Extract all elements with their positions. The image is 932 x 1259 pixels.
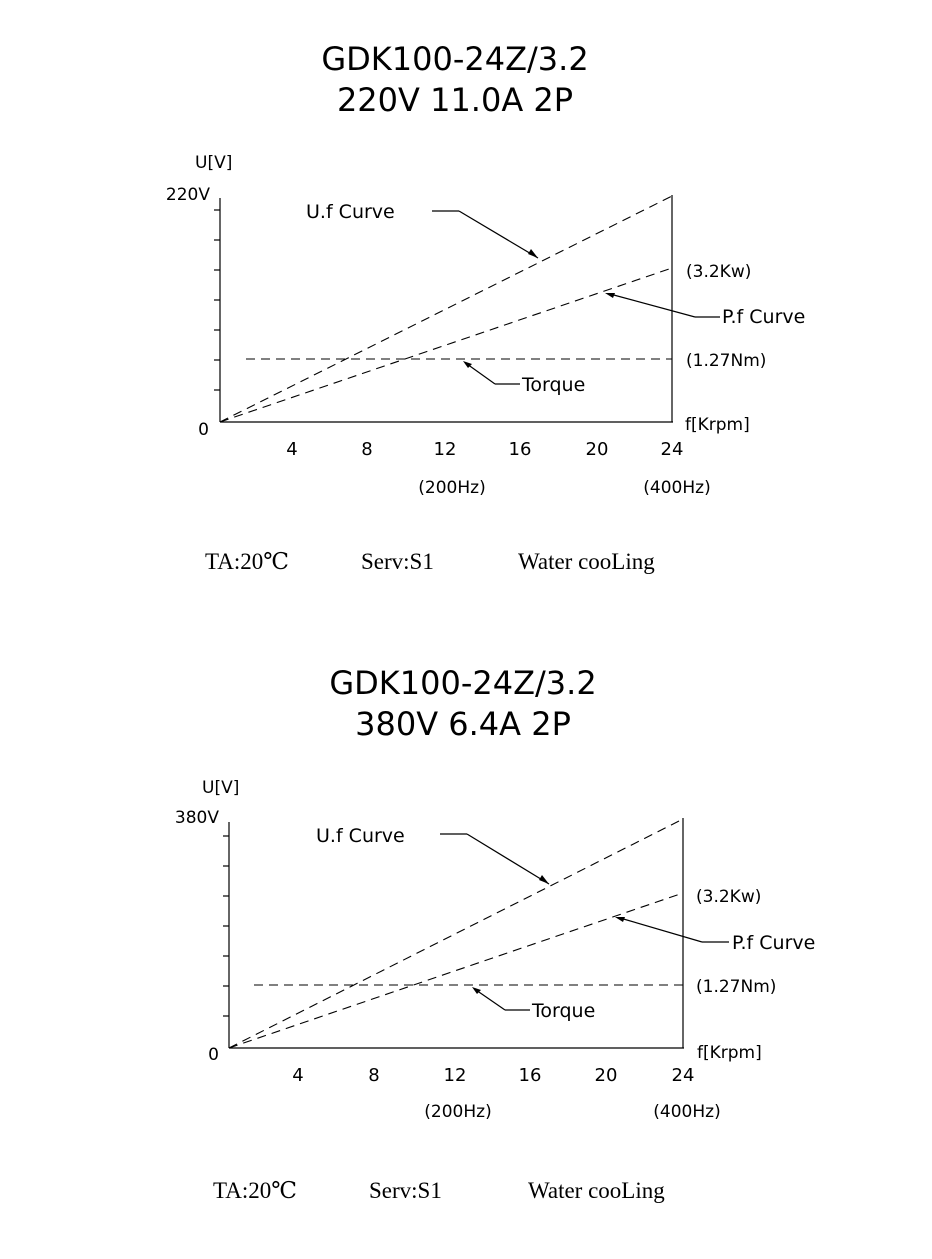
x-tick-label: 16 [518,1065,542,1086]
torque-label: Torque [522,374,586,396]
uf-curve-label: U.f Curve [316,825,405,847]
torque-leader [467,364,495,384]
x-axis-label: f[Krpm] [685,415,750,435]
y-max-label: 380V [174,808,219,828]
footer-ambient-temp: TA:20℃ [205,549,289,574]
torque-end-label: (1.27Nm) [686,351,767,371]
chart-title-model: GDK100-24Z/3.2 [329,664,597,702]
x-tick-label: 20 [585,439,609,460]
pf-arrow [615,917,625,922]
footer-cooling: Water cooLing [528,1178,665,1203]
torque-label: Torque [532,1000,596,1022]
chart-title-spec: 380V 6.4A 2P [355,705,571,743]
power-end-label: (3.2Kw) [686,262,752,282]
x-tick-label: 12 [433,439,457,460]
chart-380v [175,664,815,1203]
torque-leader [476,990,505,1010]
chart-220v [166,40,805,574]
pf-arrow [605,293,615,298]
x-tick-label: 8 [368,1065,380,1086]
y-axis-label: U[V] [202,778,240,798]
x-tick-labels [286,439,683,460]
torque-end-label: (1.27Nm) [696,977,777,997]
x-tick-label: 8 [361,439,373,460]
pf-curve-label: P.f Curve [732,932,816,954]
uf-arrow [539,875,549,884]
x-tick-label: 24 [671,1065,695,1086]
footer-service: Serv:S1 [361,549,434,574]
x-tick-label: 4 [286,439,298,460]
uf-leader [467,834,549,884]
footer-ambient-temp: TA:20℃ [213,1178,297,1203]
x-sub-label-200hz: (200Hz) [418,478,486,498]
pf-curve-line [229,893,683,1048]
uf-curve-line [220,196,672,422]
x-sub-label-400hz: (400Hz) [653,1102,721,1122]
pf-curve-line [220,268,672,422]
uf-leader [459,211,538,258]
y-max-label: 220V [165,185,210,205]
x-axis-label: f[Krpm] [697,1043,762,1063]
y-ticks [223,836,229,1016]
origin-label: 0 [198,420,209,440]
pf-curve-label: P.f Curve [722,306,806,328]
chart-title-model: GDK100-24Z/3.2 [321,40,589,78]
uf-curve-label: U.f Curve [306,201,395,223]
x-tick-label: 12 [443,1065,467,1086]
pf-leader [620,918,702,942]
x-tick-label: 16 [508,439,532,460]
y-ticks [214,210,220,390]
origin-label: 0 [208,1045,219,1065]
power-end-label: (3.2Kw) [696,887,762,907]
x-tick-labels [292,1065,694,1086]
chart-title-spec: 220V 11.0A 2P [336,81,574,119]
x-tick-label: 4 [292,1065,304,1086]
uf-curve-line [229,819,683,1048]
y-axis-label: U[V] [195,153,233,173]
footer-service: Serv:S1 [369,1178,442,1203]
x-tick-label: 24 [660,439,684,460]
footer-cooling: Water cooLing [518,549,655,574]
x-sub-label-400hz: (400Hz) [643,478,711,498]
x-sub-label-200hz: (200Hz) [424,1102,492,1122]
x-tick-label: 20 [594,1065,618,1086]
uf-arrow [528,249,538,258]
pf-leader [610,294,695,317]
